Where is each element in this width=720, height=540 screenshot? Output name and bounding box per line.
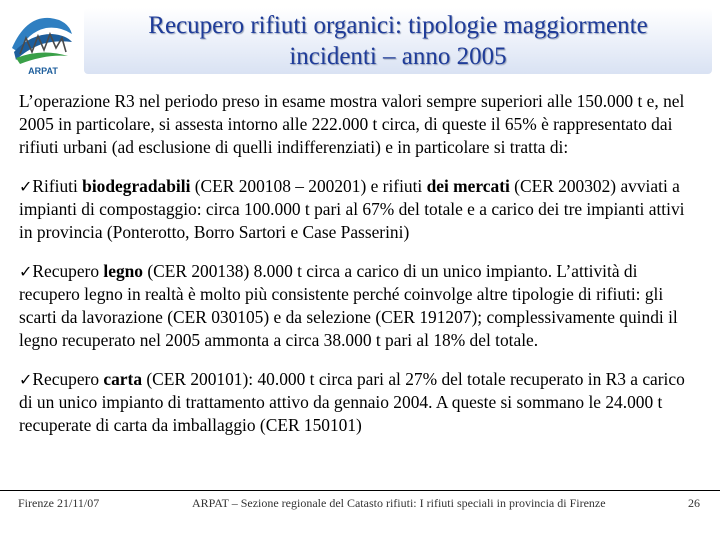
arpat-logo xyxy=(6,8,80,78)
checkmark-icon: ✓ xyxy=(19,370,33,389)
footer-caption: ARPAT – Sezione regionale del Catasto rifiuti: I rifiuti speciali in provincia di Firenze xyxy=(192,496,606,510)
page-number: 26 xyxy=(688,496,700,510)
bullet-carta xyxy=(19,368,699,437)
bold-term: carta xyxy=(103,369,143,389)
bullet-legno xyxy=(19,260,699,352)
bullet-text: Recupero xyxy=(32,369,104,389)
bullet-text: Recupero xyxy=(32,261,104,281)
bullet-text: Rifiuti xyxy=(32,176,83,196)
bullet-text: (CER 200101): 40.000 t circa pari al 27% del totale recuperato in R3 a carico di un unico impianto di trattamento attivo da gennaio 2004. A queste si sommano le 24.000 t recuperate di carta da imballaggio (CER 150101) xyxy=(19,369,685,435)
title-line-2: incidenti – anno 2005 xyxy=(289,43,507,70)
bullet-biodegradabili xyxy=(19,175,699,244)
bullet-text: (CER 200302) avviati a impianti di compostaggio: circa 100.000 t pari al 67% del totale e a carico dei tre impianti attivi in provincia (Ponterotto, Borro Sartori e Case Passerini) xyxy=(19,176,685,242)
slide-body xyxy=(19,90,699,453)
bold-term: legno xyxy=(103,261,144,281)
slide-footer xyxy=(0,490,720,520)
checkmark-icon: ✓ xyxy=(19,262,33,281)
checkmark-icon: ✓ xyxy=(19,177,33,196)
intro-paragraph: L’operazione R3 nel periodo preso in esame mostra valori sempre superiori alle 150.000 t e, nel 2005 in particolare, si assesta intorno alle 222.000 t circa, di queste il 65% è rappresentato dai rifiuti urbani (ad esclusione di quelli indifferenziati) e in particolare si tratta di: xyxy=(19,91,685,157)
bullet-text: (CER 200108 – 200201) e rifiuti xyxy=(190,176,427,196)
bold-term: biodegradabili xyxy=(82,176,191,196)
footer-divider xyxy=(0,490,720,491)
logo-text: ARPAT xyxy=(28,66,58,76)
bullet-text: (CER 200138) 8.000 t circa a carico di un unico impianto. L’attività di recupero legno in realtà è molto più consistente perché coinvolge altre tipologie di rifiuti: gli scarti da lavorazione (CER 030105) e da selezione (CER 191207); complessivamente quindi il legno recuperato nel 2005 ammonta a circa 38.000 t pari al 18% del totale. xyxy=(19,261,678,350)
bold-term: dei mercati xyxy=(426,176,510,196)
footer-date: Firenze 21/11/07 xyxy=(18,496,100,510)
slide-title xyxy=(84,10,712,72)
title-line-1: Recupero rifiuti organici: tipologie maggiormente xyxy=(148,12,648,39)
